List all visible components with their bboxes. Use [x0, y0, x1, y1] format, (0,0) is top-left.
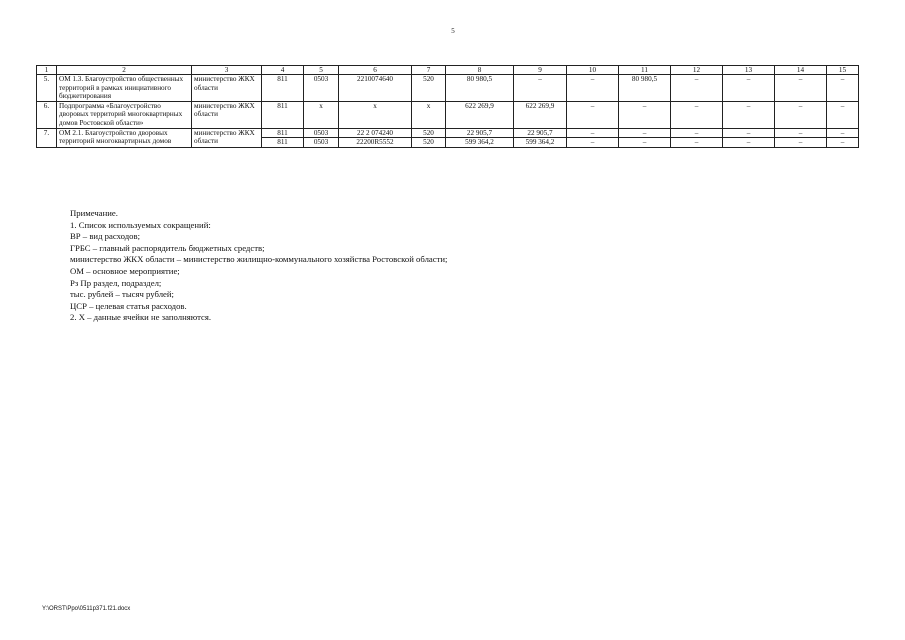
cell-total: 622 269,9: [446, 101, 514, 128]
footer-file-path: Y:\ORST\Ppo\0511p371.f21.docx: [42, 606, 131, 612]
cell-col-11: –: [619, 101, 671, 128]
cell-csr: 22200R5552: [339, 138, 412, 148]
responsible-executor: министерство ЖКХ области: [192, 101, 262, 128]
cell-col-10: –: [567, 101, 619, 128]
cell-col-15: –: [827, 101, 859, 128]
header-cell: 1: [37, 66, 57, 75]
notes-line: ГРБС – главный распорядитель бюджетных средств;: [70, 242, 265, 253]
notes-line: ВР – вид расходов;: [70, 231, 140, 242]
cell-rz-pr: 0503: [304, 138, 339, 148]
cell-col-13: –: [723, 75, 775, 102]
responsible-executor: министерство ЖКХ области: [192, 128, 262, 147]
cell-col-10: –: [567, 138, 619, 148]
cell-vr: x: [412, 101, 446, 128]
cell-grbs-code: 811: [262, 101, 304, 128]
cell-col-10: –: [567, 128, 619, 138]
cell-total: 599 364,2: [446, 138, 514, 148]
budget-table: [36, 65, 859, 148]
cell-col-9: 22 905,7: [514, 128, 567, 138]
header-cell: 5: [304, 66, 339, 75]
cell-csr: 2210074640: [339, 75, 412, 102]
page-number: 5: [451, 27, 455, 35]
cell-col-11: 80 980,5: [619, 75, 671, 102]
program-name: ОМ 2.1. Благоустройство дворовых территорий многоквартирных домов: [57, 128, 192, 147]
header-cell: 8: [446, 66, 514, 75]
header-cell: 7: [412, 66, 446, 75]
cell-col-9: 599 364,2: [514, 138, 567, 148]
header-cell: 14: [775, 66, 827, 75]
notes-line: Рз Пр раздел, подраздел;: [70, 277, 162, 288]
cell-col-12: –: [671, 75, 723, 102]
cell-col-10: –: [567, 75, 619, 102]
cell-col-9: –: [514, 75, 567, 102]
cell-grbs-code: 811: [262, 75, 304, 102]
cell-grbs-code: 811: [262, 138, 304, 148]
header-cell: 2: [57, 66, 192, 75]
cell-vr: 520: [412, 128, 446, 138]
row-number: 6.: [37, 101, 57, 128]
cell-col-14: –: [775, 101, 827, 128]
notes-line: ЦСР – целевая статья расходов.: [70, 300, 187, 311]
header-cell: 13: [723, 66, 775, 75]
table-row: [37, 128, 859, 138]
cell-vr: 520: [412, 138, 446, 148]
cell-rz-pr: 0503: [304, 128, 339, 138]
cell-csr: x: [339, 101, 412, 128]
header-cell: 15: [827, 66, 859, 75]
cell-col-15: –: [827, 138, 859, 148]
table-body: [37, 66, 859, 148]
notes-title: Примечание.: [70, 208, 118, 218]
cell-col-13: –: [723, 128, 775, 138]
table-row: [37, 75, 859, 102]
cell-col-12: –: [671, 101, 723, 128]
header-cell: 3: [192, 66, 262, 75]
program-name: ОМ 1.3. Благоустройство общественных территорий в рамках инициативного бюджетирования: [57, 75, 192, 102]
notes-line: ОМ – основное мероприятие;: [70, 265, 180, 276]
cell-rz-pr: 0503: [304, 75, 339, 102]
table-header-row: [37, 66, 859, 75]
header-cell: 9: [514, 66, 567, 75]
header-cell: 6: [339, 66, 412, 75]
cell-vr: 520: [412, 75, 446, 102]
cell-csr: 22 2 074240: [339, 128, 412, 138]
notes-line: тыс. рублей – тысяч рублей;: [70, 289, 174, 300]
header-cell: 11: [619, 66, 671, 75]
cell-col-14: –: [775, 128, 827, 138]
cell-total: 80 980,5: [446, 75, 514, 102]
cell-col-13: –: [723, 138, 775, 148]
cell-col-9: 622 269,9: [514, 101, 567, 128]
cell-rz-pr: x: [304, 101, 339, 128]
notes-line: 1. Список используемых сокращений:: [70, 219, 211, 230]
notes-line: министерство ЖКХ области – министерство жилищно-коммунального хозяйства Ростовской области;: [70, 254, 448, 265]
cell-col-14: –: [775, 138, 827, 148]
cell-col-15: –: [827, 75, 859, 102]
responsible-executor: министерство ЖКХ области: [192, 75, 262, 102]
cell-col-15: –: [827, 128, 859, 138]
notes-line: 2. Х – данные ячейки не заполняются.: [70, 312, 212, 323]
notes-block: [70, 208, 447, 324]
cell-grbs-code: 811: [262, 128, 304, 138]
cell-col-12: –: [671, 138, 723, 148]
cell-col-11: –: [619, 138, 671, 148]
header-cell: 4: [262, 66, 304, 75]
row-number: 5.: [37, 75, 57, 102]
header-cell: 12: [671, 66, 723, 75]
cell-col-13: –: [723, 101, 775, 128]
cell-col-14: –: [775, 75, 827, 102]
cell-col-11: –: [619, 128, 671, 138]
cell-total: 22 905,7: [446, 128, 514, 138]
row-number: 7.: [37, 128, 57, 147]
program-name: Подпрограмма «Благоустройство дворовых территорий многоквартирных домов Ростовской области»: [57, 101, 192, 128]
table-row: [37, 101, 859, 128]
cell-col-12: –: [671, 128, 723, 138]
header-cell: 10: [567, 66, 619, 75]
